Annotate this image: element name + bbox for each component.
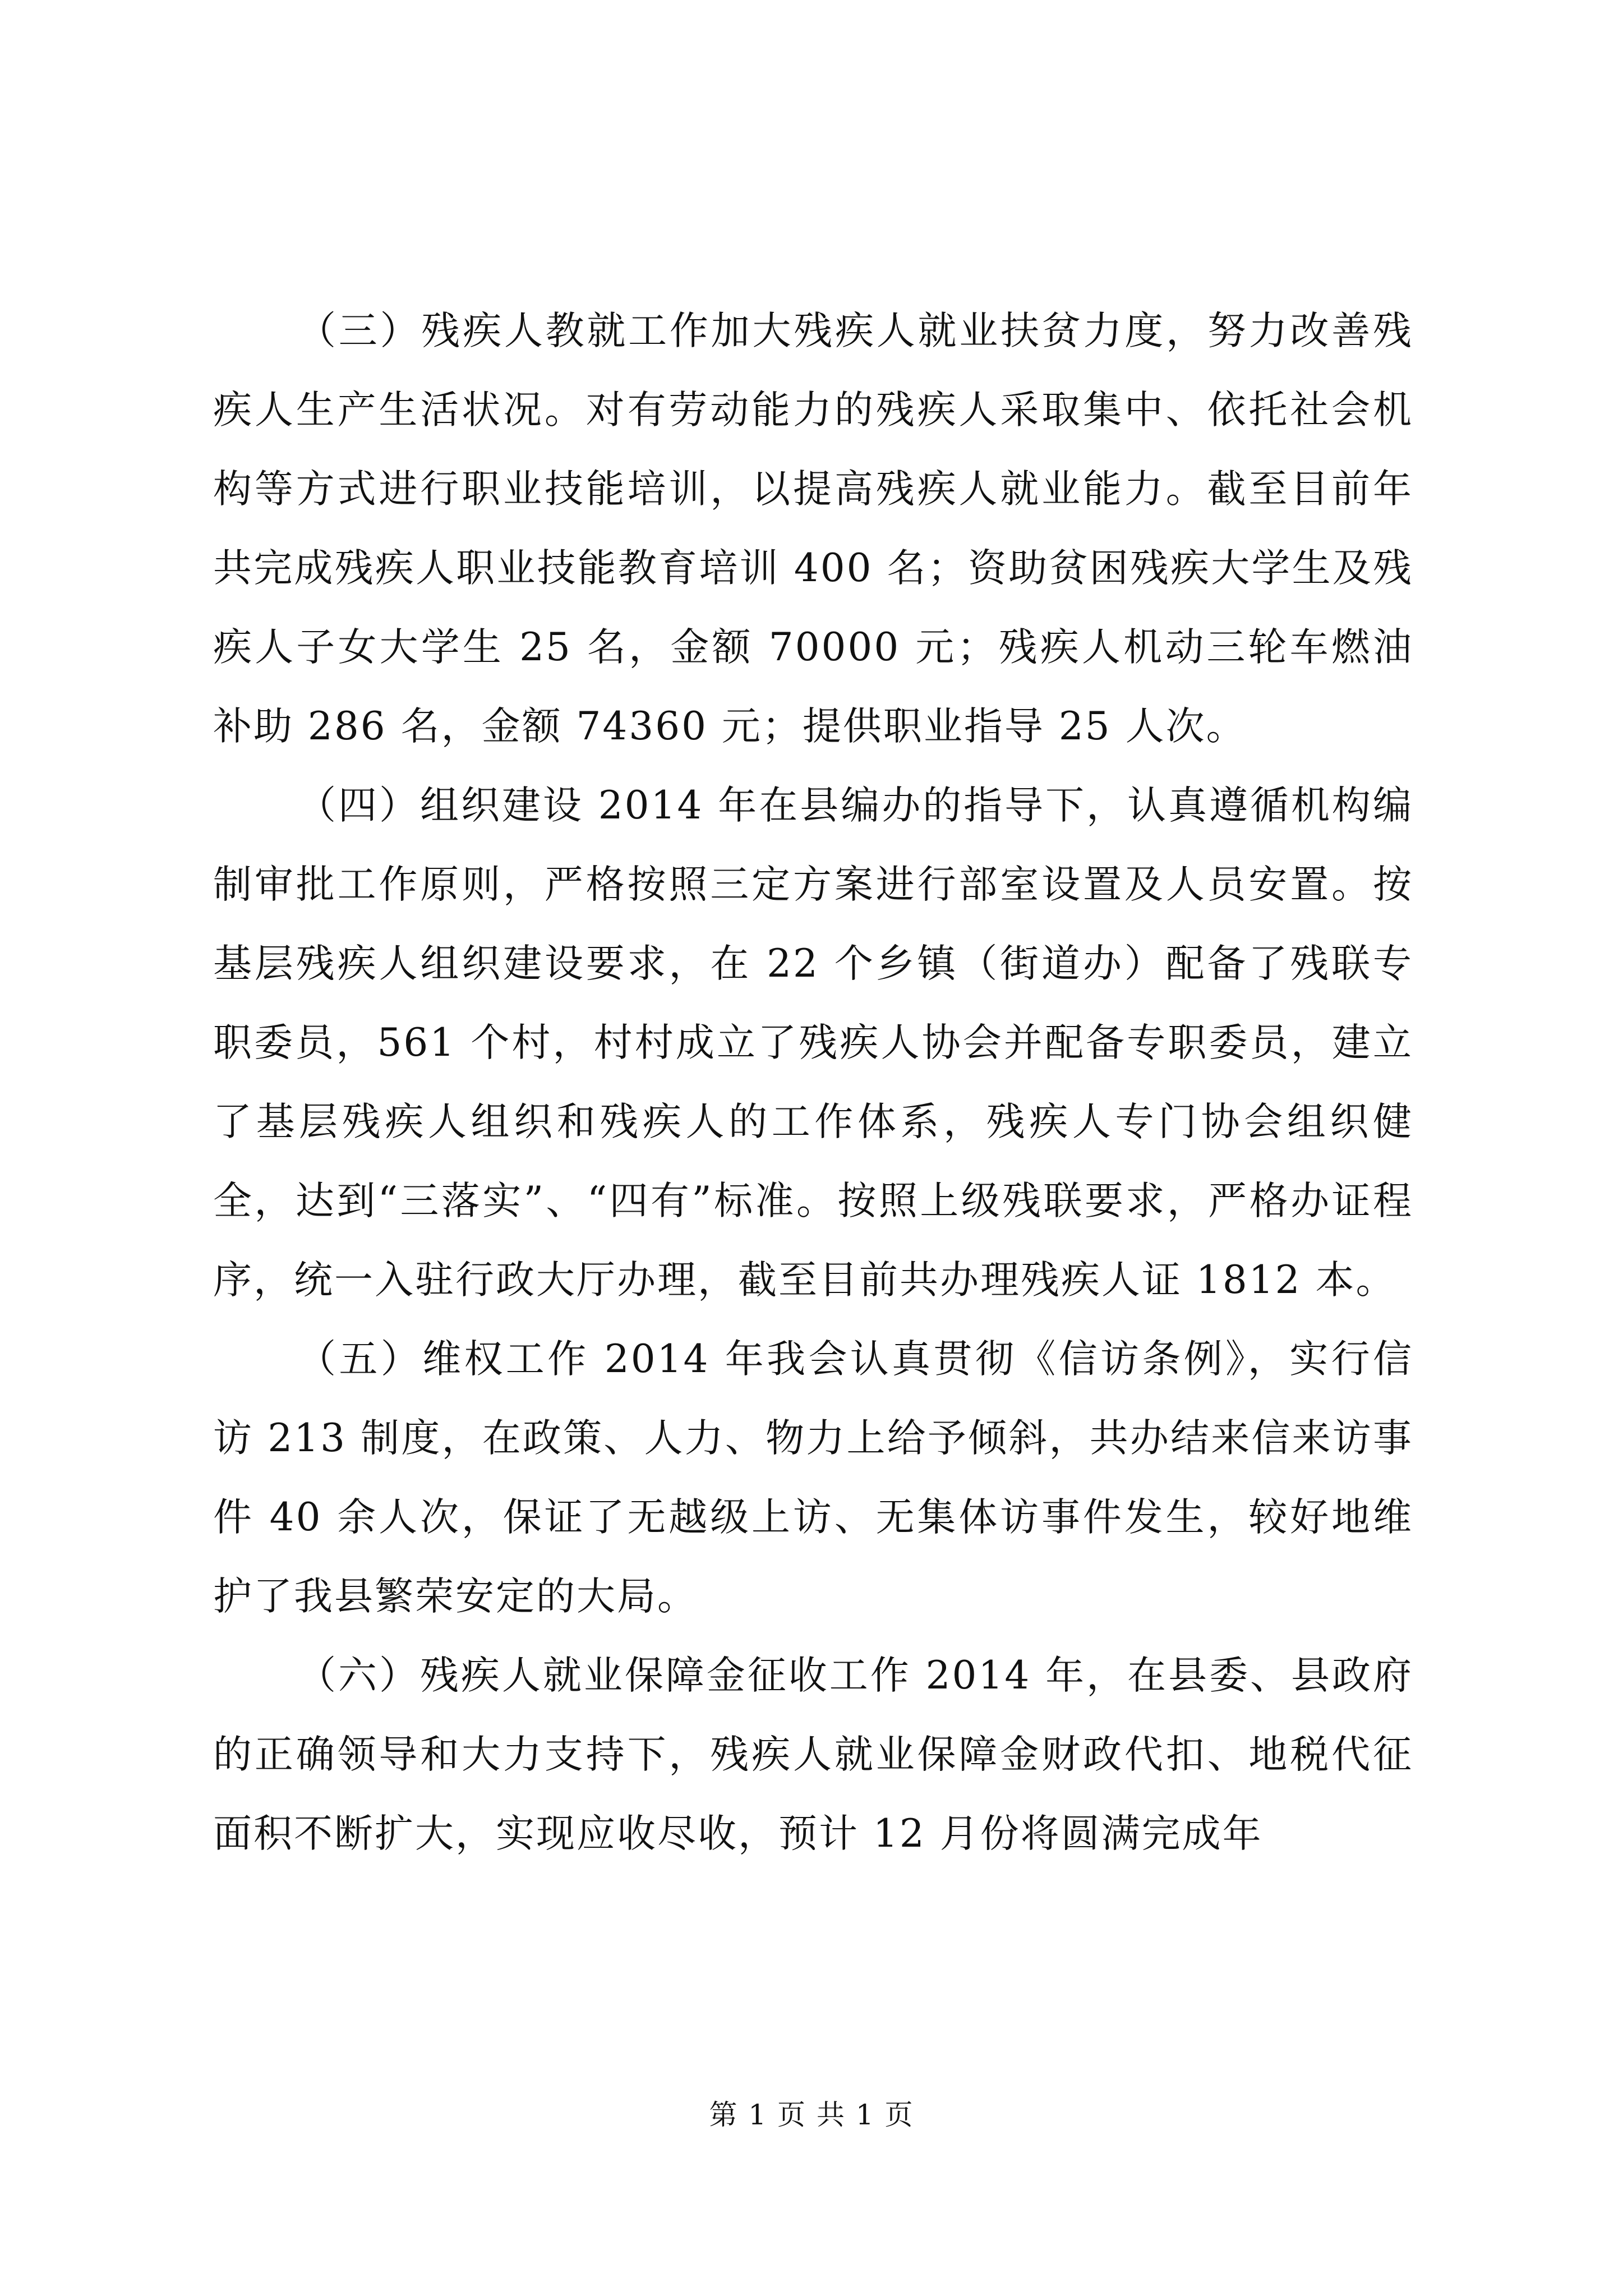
- paragraph-employment-security-fund: （六）残疾人就业保障金征收工作 2014 年，在县委、县政府的正确领导和大力支持下，残疾人就业保障金财政代扣、地税代征面积不断扩大，实现应收尽收，预计 12 月份将圆满完成年: [213, 1653, 1413, 1856]
- paragraph-disabled-employment: （三）残疾人教就工作加大残疾人就业扶贫力度，努力改善残疾人生产生活状况。对有劳动能力的残疾人采取集中、依托社会机构等方式进行职业技能培训，以提高残疾人就业能力。截至目前年共完成残疾人职业技能教育培训 400 名；资助贫困残疾大学生及残疾人子女大学生 25 名，金额 70000 元；残疾人机动三轮车燃油补助 286 名，金额 74360 元；提供职业指导 25 人次。: [213, 309, 1413, 749]
- paragraph-rights-protection: （五）维权工作 2014 年我会认真贯彻《信访条例》，实行信访 213 制度，在政策、人力、物力上给予倾斜，共办结来信来访事件 40 余人次，保证了无越级上访、无集体访事件发生，较好地维护了我县繁荣安定的大局。: [213, 1337, 1413, 1619]
- document-body: [213, 292, 1413, 1874]
- paragraph-organization-building: （四）组织建设 2014 年在县编办的指导下，认真遵循机构编制审批工作原则，严格按照三定方案进行部室设置及人员安置。按基层残疾人组织建设要求，在 22 个乡镇（街道办）配备了残联专职委员，561 个村，村村成立了残疾人协会并配备专职委员，建立了基层残疾人组织和残疾人的工作体系，残疾人专门协会组织健全，达到“三落实”、“四有”标准。按照上级残联要求，严格办证程序，统一入驻行政大厅办理，截至目前共办理残疾人证 1812 本。: [213, 783, 1413, 1303]
- page-number-footer: 第 1 页 共 1 页: [709, 2099, 914, 2131]
